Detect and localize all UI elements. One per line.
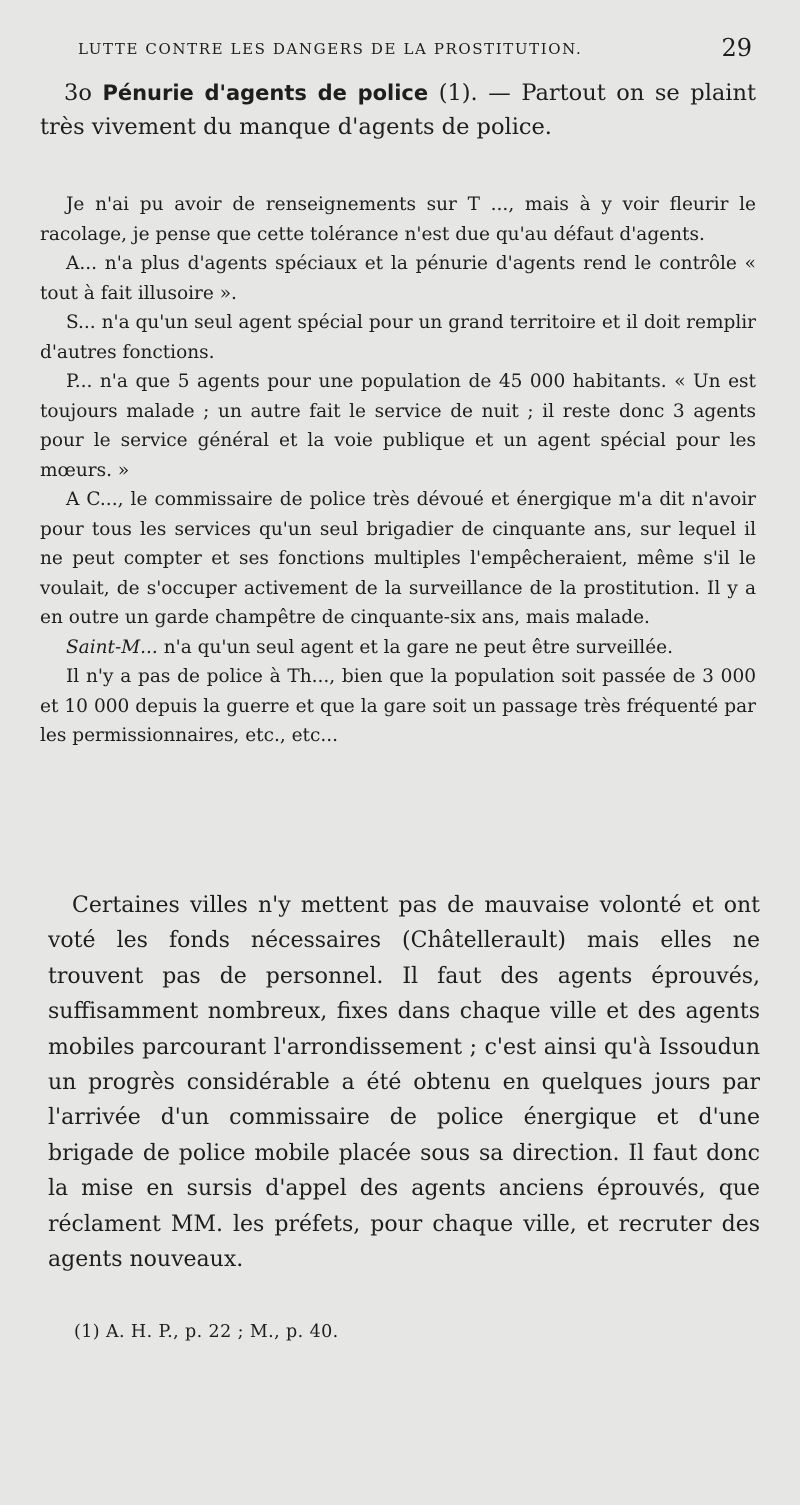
town-name: Saint-M... <box>66 636 158 658</box>
running-head: LUTTE CONTRE LES DANGERS DE LA PROSTITUTION. <box>78 40 583 58</box>
quoted-reports <box>40 190 756 751</box>
quote-paragraph: A... n'a plus d'agents spéciaux et la pénurie d'agents rend le contrôle « tout à fait illusoire ». <box>40 253 756 304</box>
saint-m-text: n'a qu'un seul agent et la gare ne peut être surveillée. <box>163 636 674 658</box>
section-number: 3o <box>64 80 92 106</box>
body-section <box>48 888 760 1277</box>
intro-text: — Partout on se plaint très vivement du manque d'agents de police. <box>40 80 757 140</box>
footnote: (1) A. H. P., p. 22 ; M., p. 40. <box>74 1322 339 1342</box>
quote-paragraph: S... n'a qu'un seul agent spécial pour un grand territoire et il doit remplir d'autres fonctions. <box>40 312 756 363</box>
page-header <box>78 34 756 64</box>
section-intro <box>40 76 756 144</box>
page-number: 29 <box>721 34 752 62</box>
intro-paragraph <box>40 76 756 144</box>
quote-paragraph: P... n'a que 5 agents pour une population de 45 000 habitants. « Un est toujours malade ; un autre fait le service de nuit ; il reste donc 3 agents pour le service général et la voie publique et un agent spécial pour les mœurs. » <box>40 371 756 481</box>
quote-paragraph-saint-m <box>40 633 756 663</box>
section-heading: Pénurie d'agents de police <box>102 81 429 105</box>
body-paragraph: Certaines villes n'y mettent pas de mauvaise volonté et ont voté les fonds nécessaires (Châtellerault) mais elles ne trouvent pas de personnel. Il faut des agents éprouvés, suffisamment nombreux, fixes dans chaque ville et des agents mobiles parcourant l'arrondissement ; c'est ainsi qu'à Issoudun un progrès considérable a été obtenu en quelques jours par l'arrivée d'un commissaire de police énergique et d'une brigade de police mobile placée sous sa direction. Il faut donc la mise en sursis d'appel des agents anciens éprouvés, que réclament MM. les préfets, pour chaque ville, et recruter des agents nouveaux. <box>48 893 760 1273</box>
footnote-ref: (1). <box>438 80 478 106</box>
quote-paragraph: A C..., le commissaire de police très dévoué et énergique m'a dit n'avoir pour tous les services qu'un seul brigadier de cinquante ans, sur lequel il ne peut compter et ses fonctions multiples l'empêcheraient, même s'il le voulait, de s'occuper activement de la surveillance de la prostitution. Il y a en outre un garde champêtre de cinquante-six ans, mais malade. <box>40 489 756 628</box>
quote-paragraph: Il n'y a pas de police à Th..., bien que la population soit passée de 3 000 et 10 000 depuis la guerre et que la gare soit un passage très fréquenté par les permissionnaires, etc., etc... <box>40 666 756 746</box>
quote-paragraph: Je n'ai pu avoir de renseignements sur T ..., mais à y voir fleurir le racolage, je pense que cette tolérance n'est due qu'au défaut d'agents. <box>40 194 756 245</box>
